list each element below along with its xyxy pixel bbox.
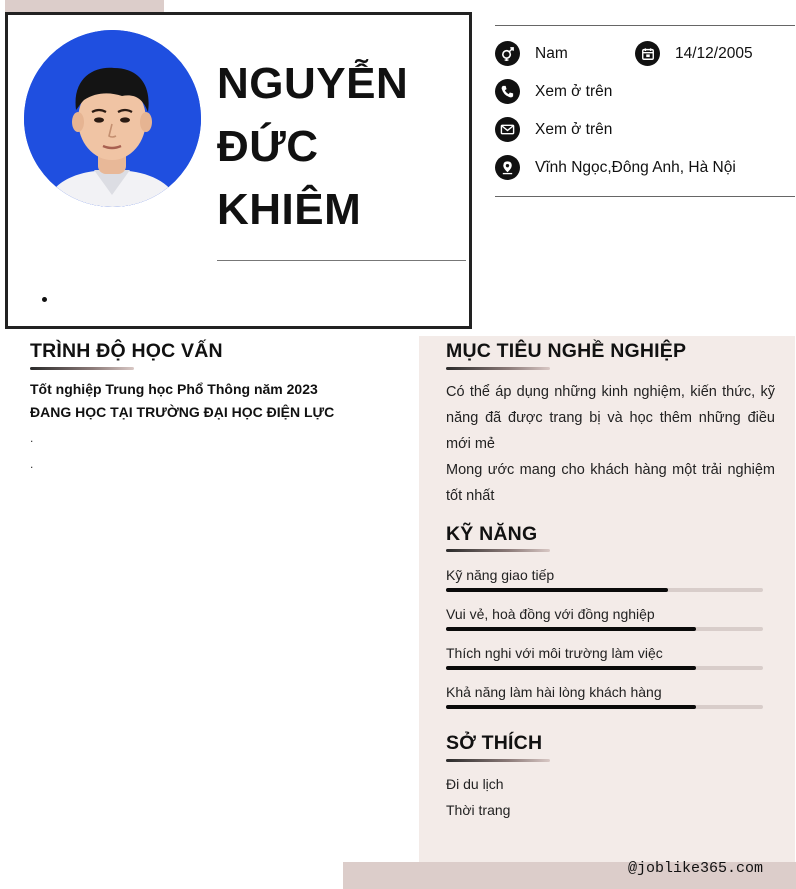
avatar-photo	[24, 30, 201, 207]
hobbies-title-underline	[446, 759, 550, 762]
skill-label-1: Kỹ năng giao tiếp	[446, 567, 555, 583]
skills-title: KỸ NĂNG	[446, 523, 538, 545]
education-extra-2: .	[30, 457, 34, 471]
name-line-1: NGUYỄN	[217, 59, 409, 108]
phone-value: Xem ở trên	[535, 83, 613, 100]
email-value: Xem ở trên	[535, 121, 613, 138]
skill-label-4: Khả năng làm hài lòng khách hàng	[446, 684, 662, 700]
skill-label-2: Vui vẻ, hoà đồng với đồng nghiệp	[446, 606, 655, 622]
skills-title-underline	[446, 549, 550, 552]
mail-icon	[495, 117, 520, 142]
skill-label-3: Thích nghi với môi trường làm việc	[446, 645, 663, 661]
calendar-icon	[635, 41, 660, 66]
skill-bar-track-1	[446, 588, 763, 592]
skill-bar-fill-2	[446, 627, 696, 631]
name-divider	[217, 260, 466, 261]
education-title-underline	[30, 367, 134, 370]
hobby-item-1: Đi du lịch	[446, 776, 504, 792]
gender-value: Nam	[535, 45, 568, 62]
education-line-2: ĐANG HỌC TẠI TRƯỜNG ĐẠI HỌC ĐIỆN LỰC	[30, 404, 335, 420]
address-value: Vĩnh Ngọc,Đông Anh, Hà Nội	[535, 159, 736, 176]
name-line-3: KHIÊM	[217, 185, 362, 234]
skill-bar-fill-4	[446, 705, 696, 709]
location-icon	[495, 155, 520, 180]
education-extra-1: .	[30, 431, 34, 445]
watermark: @joblike365.com	[628, 860, 764, 877]
skill-bar-track-2	[446, 627, 763, 631]
career-goal-title-underline	[446, 367, 550, 370]
career-goal-paragraph-2: Mong ước mang cho khách hàng một trải nghiệm tốt nhất	[446, 462, 775, 504]
hobby-item-2: Thời trang	[446, 802, 511, 818]
education-title: TRÌNH ĐỘ HỌC VẤN	[30, 340, 223, 362]
contact-bottom-divider	[495, 196, 795, 197]
education-line-1: Tốt nghiệp Trung học Phổ Thông năm 2023	[30, 381, 318, 397]
skill-bar-track-4	[446, 705, 763, 709]
career-goal-paragraph-1: Có thể áp dụng những kinh nghiệm, kiến thức, kỹ năng đã được trang bị và học thêm những điều mới mẻ	[446, 384, 775, 452]
avatar	[24, 30, 201, 207]
skill-bar-track-3	[446, 666, 763, 670]
hobbies-title: SỞ THÍCH	[446, 732, 543, 754]
empty-bullet	[42, 297, 47, 302]
phone-icon	[495, 79, 520, 104]
skill-bar-fill-1	[446, 588, 668, 592]
career-goal-title: MỤC TIÊU NGHỀ NGHIỆP	[446, 340, 687, 362]
candidate-name	[217, 52, 457, 241]
birthdate-value: 14/12/2005	[675, 45, 753, 62]
gender-icon	[495, 41, 520, 66]
name-line-2: ĐỨC	[217, 122, 319, 171]
skill-bar-fill-3	[446, 666, 696, 670]
contact-top-divider	[495, 25, 795, 26]
